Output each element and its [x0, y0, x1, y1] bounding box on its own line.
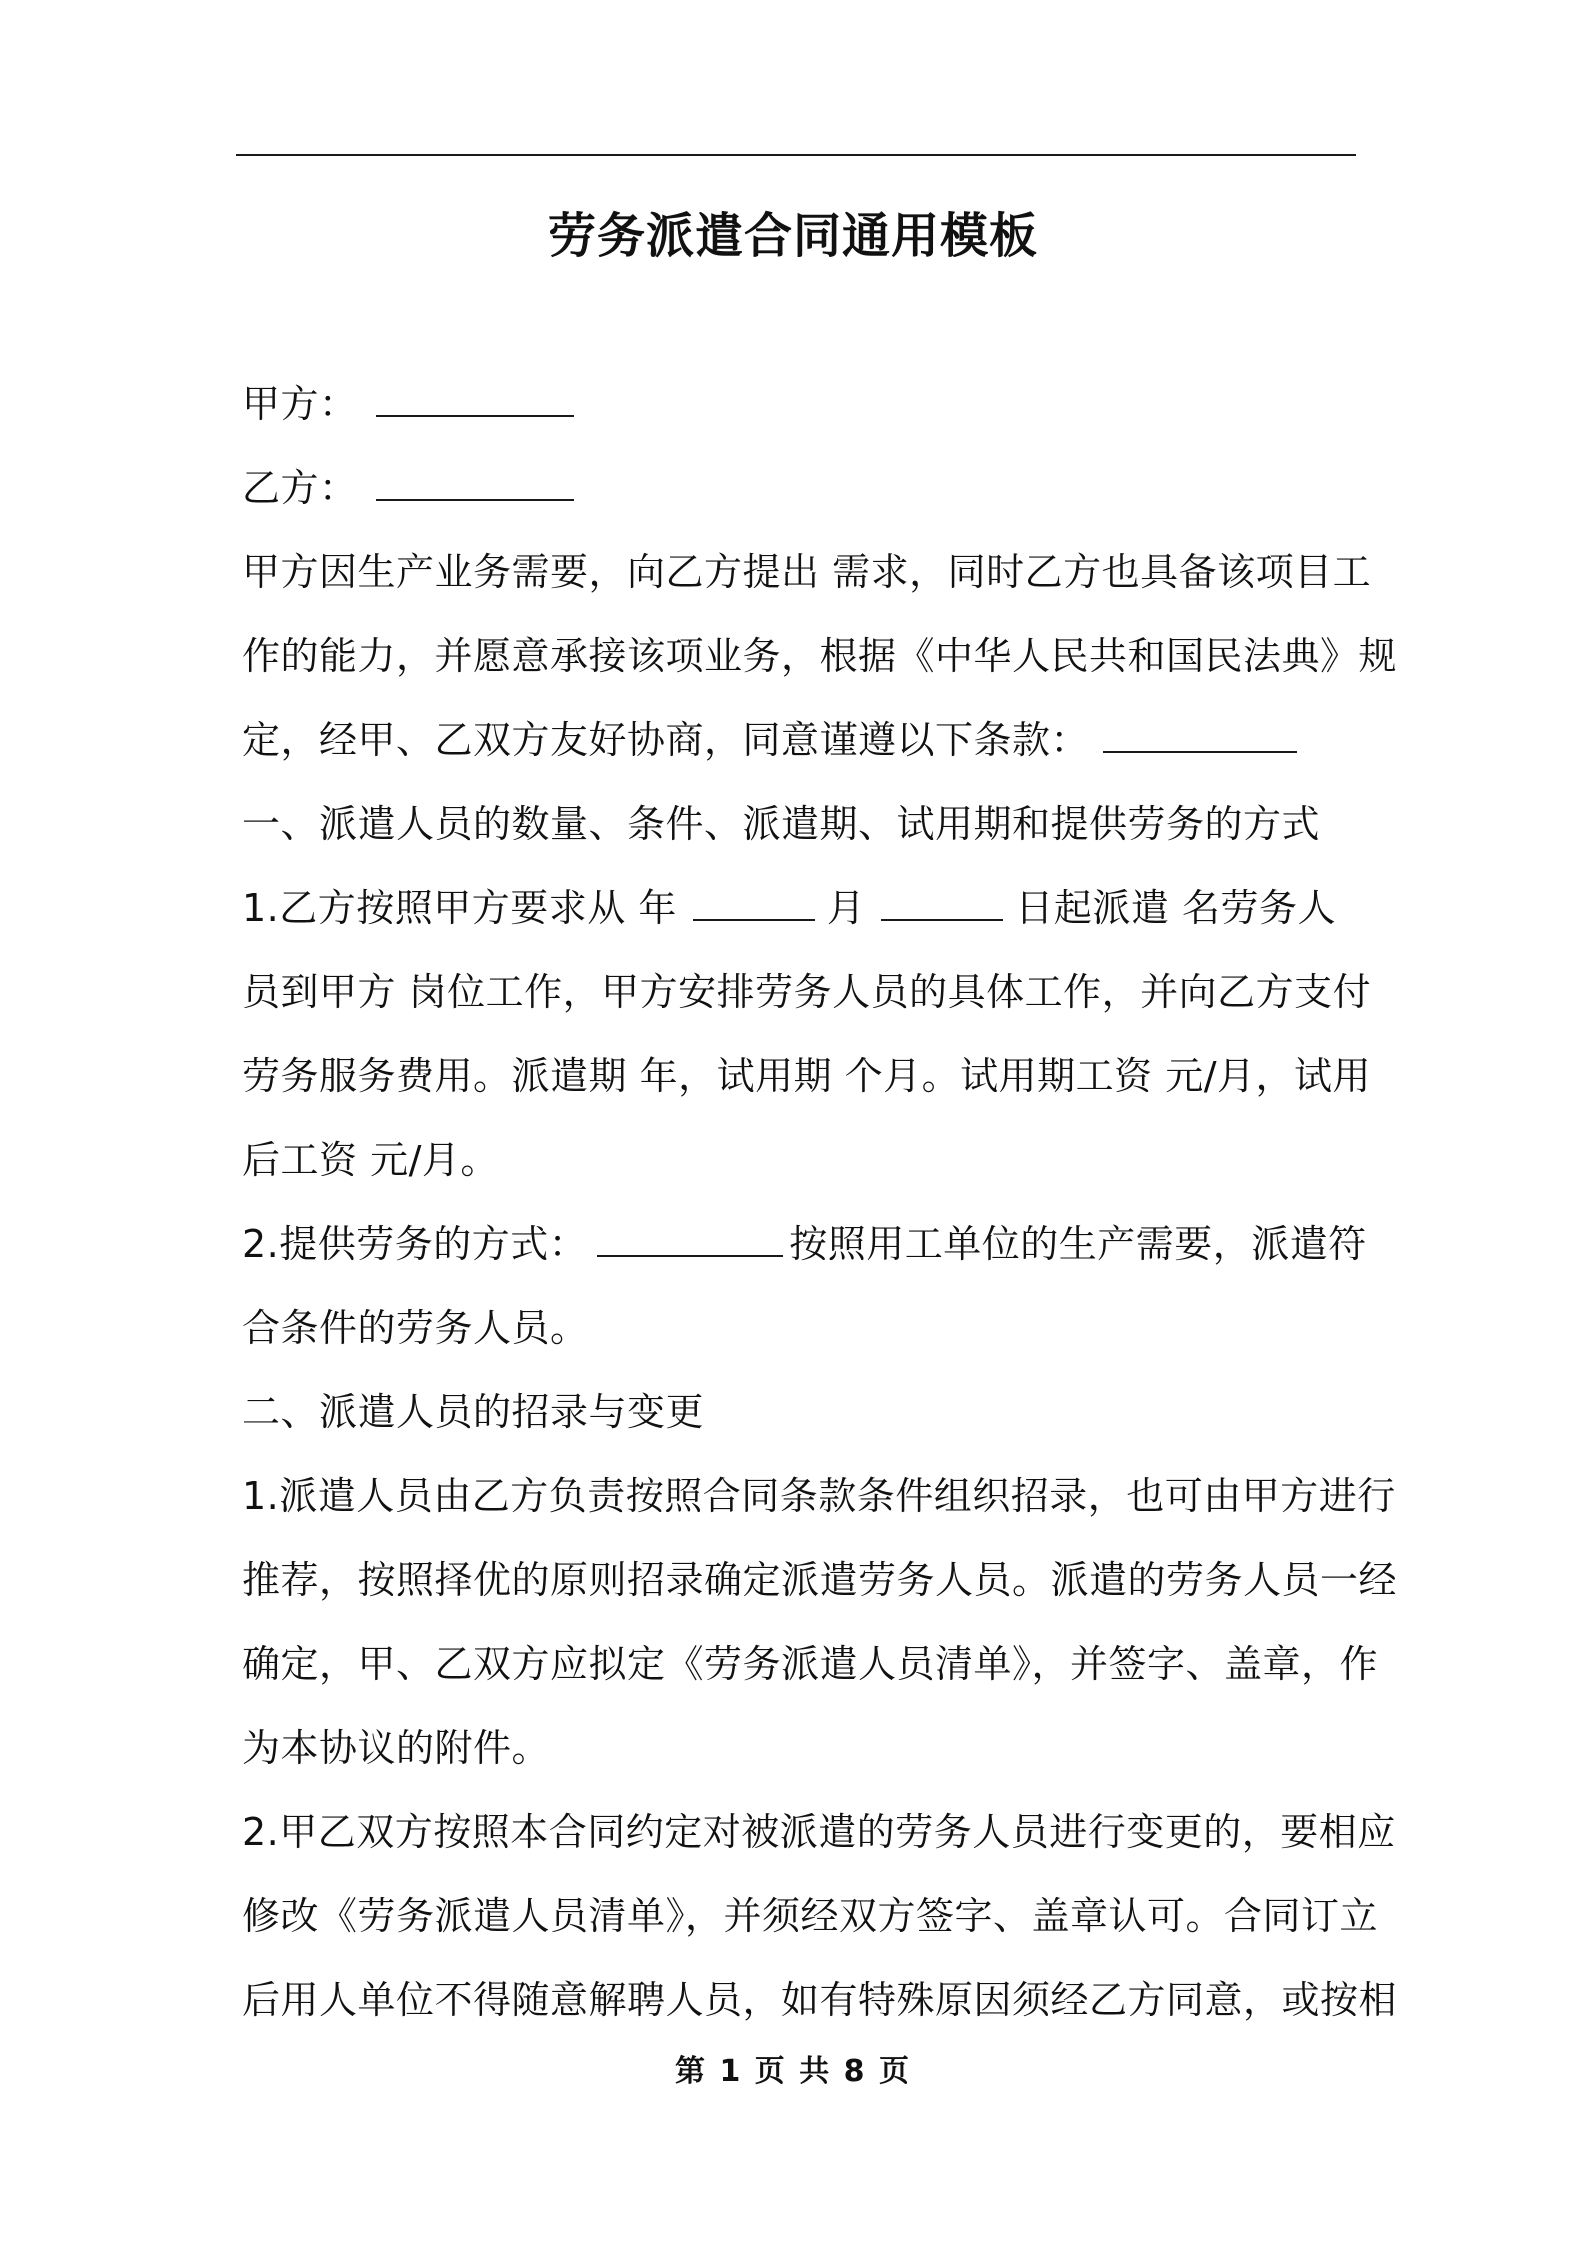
- document-body: [242, 362, 1398, 2042]
- section-heading: 一、派遣人员的数量、条件、派遣期、试用期和提供劳务的方式: [242, 802, 1321, 846]
- party-b-blank: [376, 469, 574, 501]
- clause-text: 日起派遣 名劳务人: [1015, 886, 1336, 930]
- party-a-line: [242, 362, 1358, 446]
- clause-text: 月: [826, 886, 866, 930]
- header-rule: [236, 154, 1356, 156]
- clause-line: 1.派遣人员由乙方负责按照合同条款条件组织招录，也可由甲方进行: [242, 1474, 1396, 1518]
- party-a-label: 甲方：: [242, 382, 358, 426]
- clause-line: 2.甲乙双方按照本合同约定对被派遣的劳务人员进行变更的，要相应: [242, 1810, 1396, 1854]
- clause-line: 劳务服务费用。派遣期 年，试用期 个月。试用期工资 元/月，试用: [242, 1054, 1372, 1098]
- clause-text: 2.提供劳务的方式：: [242, 1222, 588, 1266]
- intro-text: 定，经甲、乙双方友好协商，同意谨遵以下条款：: [242, 718, 1090, 762]
- clause-line: 确定，甲、乙双方应拟定《劳务派遣人员清单》，并签字、盖章，作: [242, 1642, 1379, 1686]
- day-blank: [881, 889, 1003, 921]
- clause-line: 合条件的劳务人员。: [242, 1306, 589, 1350]
- clause-text: 1.乙方按照甲方要求从 年: [242, 886, 677, 930]
- mode-blank: [597, 1225, 783, 1257]
- clause-line: 后工资 元/月。: [242, 1138, 499, 1182]
- clause-line: [242, 866, 1358, 950]
- clause-line: 后用人单位不得随意解聘人员，如有特殊原因须经乙方同意，或按相: [242, 1978, 1398, 2022]
- clause-line: 员到甲方 岗位工作，甲方安排劳务人员的具体工作，并向乙方支付: [242, 970, 1372, 1014]
- party-b-line: [242, 446, 1358, 530]
- document-title: 劳务派遣合同通用模板: [547, 208, 1038, 264]
- clause-line: 推荐，按照择优的原则招录确定派遣劳务人员。派遣的劳务人员一经: [242, 1558, 1398, 1602]
- party-a-blank: [376, 385, 574, 417]
- clause-line: [242, 1202, 1367, 1286]
- month-blank: [693, 889, 815, 921]
- clause-line: 为本协议的附件。: [242, 1726, 551, 1770]
- page-indicator: 第 1 页 共 8 页: [675, 2054, 911, 2089]
- intro-line: 作的能力，并愿意承接该项业务，根据《中华人民共和国民法典》规: [242, 634, 1398, 678]
- clause-text: 按照用工单位的生产需要，派遣符: [789, 1222, 1367, 1266]
- section-heading: 二、派遣人员的招录与变更: [242, 1390, 705, 1434]
- intro-line: 甲方因生产业务需要，向乙方提出 需求，同时乙方也具备该项目工: [242, 550, 1372, 594]
- party-b-label: 乙方：: [242, 466, 358, 510]
- intro-blank: [1103, 721, 1297, 753]
- intro-line: [242, 698, 1358, 782]
- clause-line: 修改《劳务派遣人员清单》，并须经双方签字、盖章认可。合同订立: [242, 1894, 1379, 1938]
